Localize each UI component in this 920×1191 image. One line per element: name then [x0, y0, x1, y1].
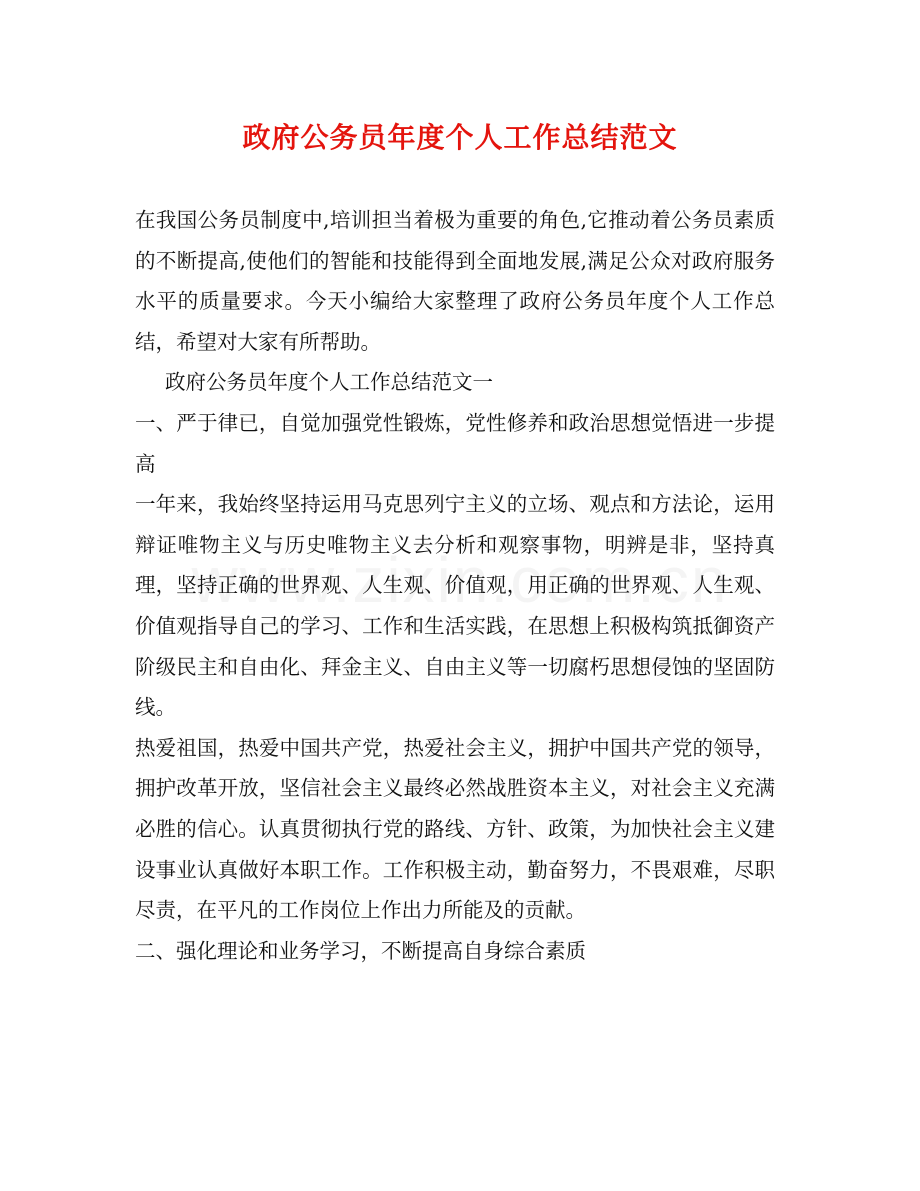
- document-title: 政府公务员年度个人工作总结范文: [242, 121, 678, 154]
- document-body: [135, 200, 775, 971]
- intro-paragraph: 在我国公务员制度中,培训担当着极为重要的角色,它推动着公务员素质的不断提高,使他们的智能和技能得到全面地发展,满足公众对政府服务水平的质量要求。今天小编给大家整理了政府公务员年度个人工作总结，希望对大家有所帮助。: [135, 208, 775, 354]
- point-one-heading: 一、严于律已，自觉加强党性锻炼，党性修养和政治思想觉悟进一步提高: [135, 410, 775, 476]
- point-one-paragraph-2: 热爱祖国，热爱中国共产党，热爱社会主义，拥护中国共产党的领导，拥护改革开放，坚信社会主义最终必然战胜资本主义，对社会主义充满必胜的信心。认真贯彻执行党的路线、方针、政策，为加快社会主义建设事业认真做好本职工作。工作积极主动，勤奋努力，不畏艰难，尽职尽责，在平凡的工作岗位上作出力所能及的贡献。: [135, 735, 775, 923]
- section-heading-sample-one: 政府公务员年度个人工作总结范文一: [165, 370, 493, 395]
- point-one-paragraph-1: 一年来，我始终坚持运用马克思列宁主义的立场、观点和方法论，运用辩证唯物主义与历史唯物主义去分析和观察事物，明辨是非，坚持真理，坚持正确的世界观、人生观、价值观，用正确的世界观、人生观、价值观指导自己的学习、工作和生活实践，在思想上积极构筑抵御资产阶级民主和自由化、拜金主义、自由主义等一切腐朽思想侵蚀的坚固防线。: [135, 492, 775, 720]
- point-two-heading: 二、强化理论和业务学习，不断提高自身综合素质: [135, 938, 586, 963]
